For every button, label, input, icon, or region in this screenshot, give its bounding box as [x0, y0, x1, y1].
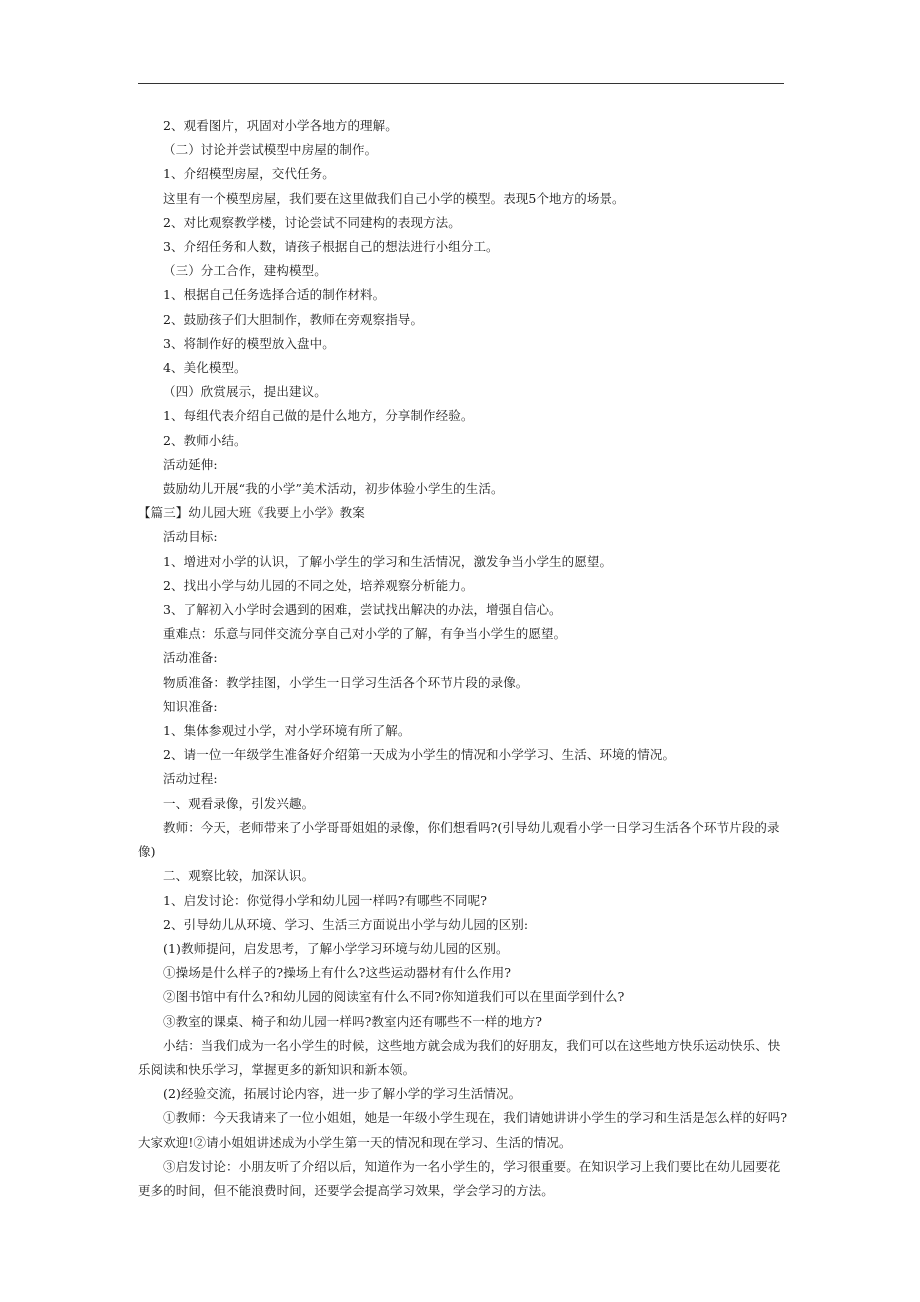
text-line: 2、找出小学与幼儿园的不同之处，培养观察分析能力。	[163, 577, 474, 593]
text-line: 4、美化模型。	[163, 360, 247, 376]
text-line: 1、每组代表介绍自己做的是什么地方，分享制作经验。	[163, 408, 474, 424]
text-line: 3、介绍任务和人数，请孩子根据自己的想法进行小组分工。	[163, 239, 499, 255]
text-line: ③教室的课桌、椅子和幼儿园一样吗?教室内还有哪些不一样的地方?	[163, 1013, 543, 1029]
text-line: ②图书馆中有什么?和幼儿园的阅读室有什么不同?你知道我们可以在里面学到什么?	[163, 989, 625, 1005]
subheading: 活动准备:	[163, 650, 218, 666]
text-paragraph: ③启发讨论：小朋友听了介绍以后，知道作为一名小学生的，学习很重要。在知识学习上我们要比在幼儿园要花更多的时间，但不能浪费时间，还要学会提高学习效果，学会学习的方法。	[138, 1158, 781, 1198]
subheading: 活动过程:	[163, 771, 218, 787]
text-line: 这里有一个模型房屋，我们要在这里做我们自己小学的模型。表现5个地方的场景。	[163, 190, 625, 206]
text-paragraph: 小结：当我们成为一名小学生的时候，这些地方就会成为我们的好朋友，我们可以在这些地方快乐运动快乐、快乐阅读和快乐学习，掌握更多的新知识和新本领。	[138, 1037, 781, 1077]
text-line: 3、了解初入小学时会遇到的困难，尝试找出解决的办法，增强自信心。	[163, 602, 562, 618]
text-line: 2、引导幼儿从环境、学习、生活三方面说出小学与幼儿园的区别:	[163, 916, 529, 932]
section-heading: （二）讨论并尝试模型中房屋的制作。	[163, 142, 378, 158]
text-line: 2、鼓励孩子们大胆制作，教师在旁观察指导。	[163, 311, 424, 327]
document-body	[138, 114, 788, 1203]
text-line: 重难点：乐意与同伴交流分享自己对小学的了解，有争当小学生的愿望。	[163, 626, 567, 642]
text-line: 2、请一位一年级学生准备好介绍第一天成为小学生的情况和小学学习、生活、环境的情况。	[163, 747, 676, 763]
text-line: ①操场是什么样子的?操场上有什么?这些运动器材有什么作用?	[163, 965, 512, 981]
section-heading: 二、观察比较，加深认识。	[163, 868, 315, 884]
text-line: 2、教师小结。	[163, 432, 247, 448]
text-line: 2、对比观察教学楼，讨论尝试不同建构的表现方法。	[163, 214, 461, 230]
text-line: 1、根据自己任务选择合适的制作材料。	[163, 287, 386, 303]
text-paragraph: 教师：今天，老师带来了小学哥哥姐姐的录像，你们想看吗?(引导幼儿观看小学一日学习生活各个环节片段的录像)	[138, 819, 780, 860]
header-rule	[138, 83, 784, 84]
text-line: (2)经验交流，拓展讨论内容，进一步了解小学的学习生活情况。	[163, 1086, 522, 1102]
text-line: 物质准备：教学挂图，小学生一日学习生活各个环节片段的录像。	[163, 674, 529, 690]
text-paragraph: ①教师：今天我请来了一位小姐姐，她是一年级小学生现在，我们请她讲讲小学生的学习和生活是怎么样的好吗?大家欢迎!②请小姐姐讲述成为小学生第一天的情况和现在学习、生活的情况。	[138, 1110, 788, 1150]
text-line: 鼓励幼儿开展“我的小学”美术活动，初步体验小学生的生活。	[163, 481, 504, 497]
text-line: 3、将制作好的模型放入盘中。	[163, 335, 335, 351]
chapter-title: 【篇三】幼儿园大班《我要上小学》教案	[138, 505, 365, 521]
section-heading: （四）欣赏展示，提出建议。	[163, 384, 327, 400]
text-line: 1、启发讨论：你觉得小学和幼儿园一样吗?有哪些不同呢?	[163, 892, 488, 908]
text-line: 2、观看图片，巩固对小学各地方的理解。	[163, 118, 398, 133]
subheading: 知识准备:	[163, 698, 218, 714]
section-heading: 一、观看录像，引发兴趣。	[163, 795, 315, 811]
section-heading: （三）分工合作，建构模型。	[163, 263, 327, 279]
text-line: 1、增进对小学的认识，了解小学生的学习和生活情况，激发争当小学生的愿望。	[163, 553, 613, 569]
subheading: 活动延伸:	[163, 456, 218, 472]
text-line: 1、介绍模型房屋，交代任务。	[163, 166, 335, 182]
subheading: 活动目标:	[163, 529, 218, 545]
text-line: 1、集体参观过小学，对小学环境有所了解。	[163, 723, 411, 739]
text-line: (1)教师提问，启发思考，了解小学学习环境与幼儿园的区别。	[163, 940, 509, 956]
